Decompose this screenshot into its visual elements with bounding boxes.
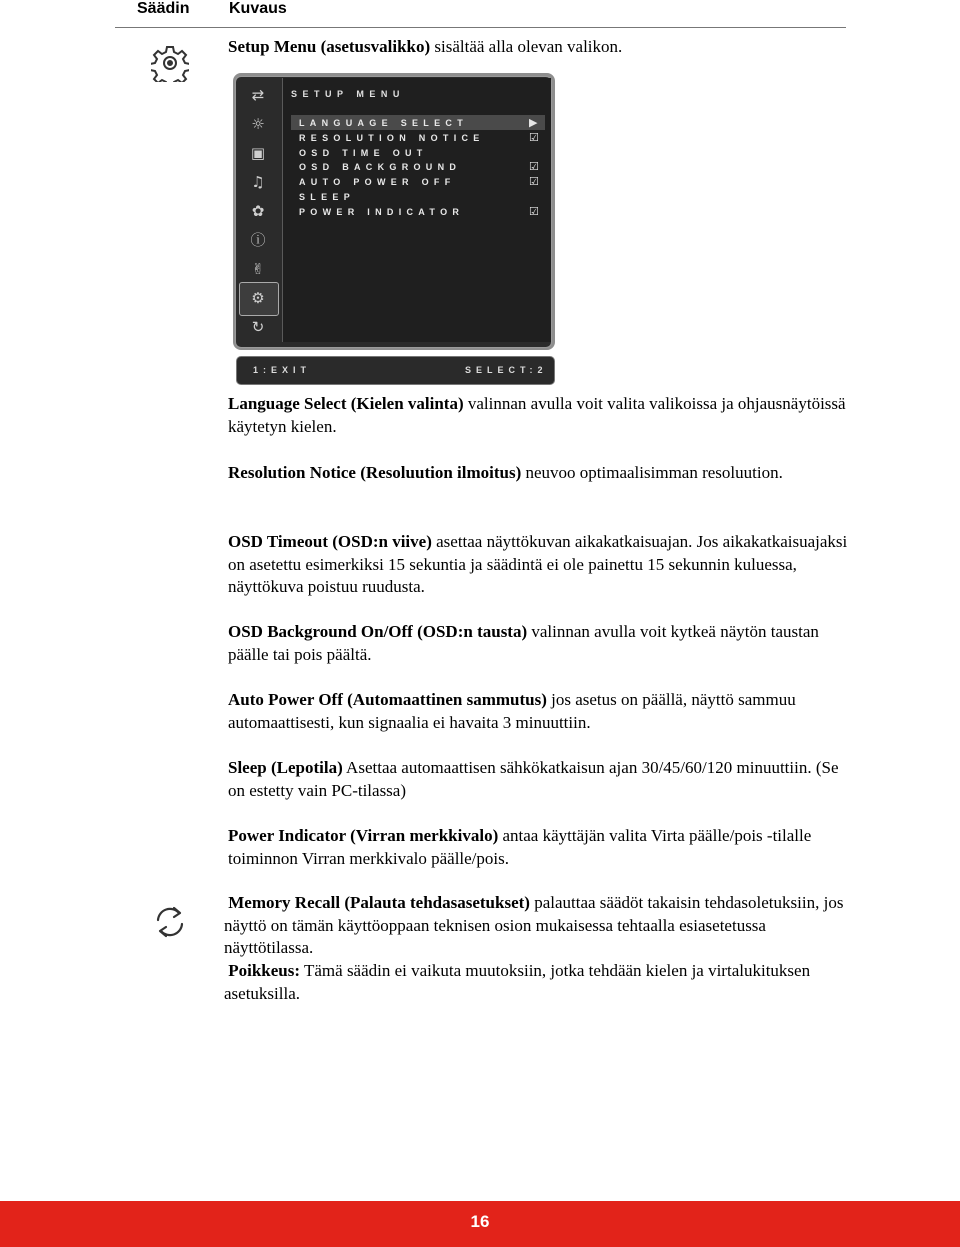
osd-select-label[interactable]: SELECT:2 (465, 365, 548, 375)
para-text: valinnan avulla voit kytkeä näytön taustan päälle tai pois päältä. (228, 622, 819, 664)
para-text: asettaa näyttökuvan aikakatkaisuajan. Jos aikakatkaisuajaksi on asetettu esimerkiksi 15 sekuntia ja säädintä ei ole painettu 15 sekunnin kuluessa, näyttökuva poistuu ruudusta. (228, 532, 848, 596)
checkbox-icon: ☑ (529, 205, 539, 218)
column-header-control: Säädin (137, 0, 190, 17)
para-bold: OSD Background On/Off (OSD:n tausta) (228, 622, 528, 641)
para-language-select (228, 393, 853, 438)
page-number: 16 (470, 1212, 490, 1231)
para-memory-recall (224, 892, 854, 960)
para-bold: Memory Recall (Palauta tehdasasetukset) (228, 893, 530, 912)
osd-title: SETUP MENU (291, 89, 405, 99)
para-power-indicator (228, 825, 853, 870)
column-header-description: Kuvaus (229, 0, 287, 17)
osd-item-auto-power-off[interactable]: AUTO POWER OFF (299, 177, 456, 187)
memory-recall-icon: ↻ (251, 318, 265, 336)
para-osd-background (228, 621, 853, 666)
para-bold: Sleep (Lepotila) (228, 758, 343, 777)
audio-icon: ♫ (251, 173, 265, 191)
checkbox-icon: ☑ (529, 160, 539, 173)
para-bold: OSD Timeout (OSD:n viive) (228, 532, 432, 551)
para-text: jos asetus on päällä, näyttö sammuu automaattisesti, kun signaalia ei havaita 3 minuuttiin. (228, 690, 796, 732)
checkbox-icon: ☑ (529, 131, 539, 144)
input-icon: ⇄ (251, 86, 265, 104)
setup-gear-icon: ⚙ (251, 289, 265, 307)
para-sleep (228, 757, 853, 802)
osd-item-sleep[interactable]: SLEEP (299, 192, 356, 202)
checkbox-icon: ☑ (529, 175, 539, 188)
osd-footer-bar (236, 356, 555, 385)
arrow-right-icon: ▶ (529, 116, 538, 129)
palette-icon: ✿ (251, 202, 265, 220)
osd-item-osd-timeout[interactable]: OSD TIME OUT (299, 148, 428, 158)
para-text: valinnan avulla voit valita valikoissa ja ohjausnäytöissä käytetyn kielen. (228, 394, 846, 436)
para-bold: Power Indicator (Virran merkkivalo) (228, 826, 499, 845)
page-footer (0, 1201, 960, 1247)
osd-item-language-select[interactable]: LANGUAGE SELECT (299, 118, 469, 128)
memory-recall-icon (152, 904, 188, 940)
para-osd-timeout (228, 531, 853, 599)
osd-exit-label[interactable]: 1:EXIT (253, 365, 312, 375)
para-bold: Auto Power Off (Automaattinen sammutus) (228, 690, 547, 709)
intro-rest: sisältää alla olevan valikon. (430, 37, 623, 56)
header-divider (115, 27, 846, 28)
para-text: Asettaa automaattisen sähkökatkaisun ajan 30/45/60/120 minuuttiin. (Se on estetty vain PC-tilassa) (228, 758, 839, 800)
info-icon: ⓘ (250, 231, 266, 249)
para-auto-power-off (228, 689, 853, 734)
para-text: neuvoo optimaalisimman resoluution. (521, 463, 783, 482)
intro-bold: Setup Menu (asetusvalikko) (228, 37, 431, 56)
para-bold: Resolution Notice (Resoluution ilmoitus) (228, 463, 522, 482)
manual-adjust-icon: ✌ (251, 260, 265, 278)
para-text: Tämä säädin ei vaikuta muutoksiin, jotka tehdään kielen ja virtalukituksen asetuksilla. (224, 961, 811, 1003)
para-text: palauttaa säädöt takaisin tehdasoletuksiin, jos näyttö on tämän käyttöoppaan teknisen osion mukaisessa tehtaalla esiasetetussa näyttötilassa. (224, 893, 844, 957)
para-bold: Poikkeus: (228, 961, 301, 980)
para-text: antaa käyttäjän valita Virta päälle/pois -tilalle toiminnon Virran merkkivalo päälle/pois. (228, 826, 812, 868)
para-resolution-notice (228, 462, 853, 485)
osd-item-power-indicator[interactable]: POWER INDICATOR (299, 207, 465, 217)
color-icon: ▣ (250, 144, 266, 162)
osd-item-resolution-notice[interactable]: RESOLUTION NOTICE (299, 133, 485, 143)
para-exception (224, 960, 854, 1005)
brightness-icon: ☼ (251, 115, 265, 133)
intro-text (228, 36, 853, 59)
osd-item-osd-background[interactable]: OSD BACKGROUND (299, 162, 462, 172)
setup-gear-icon (151, 44, 189, 82)
para-bold: Language Select (Kielen valinta) (228, 394, 464, 413)
